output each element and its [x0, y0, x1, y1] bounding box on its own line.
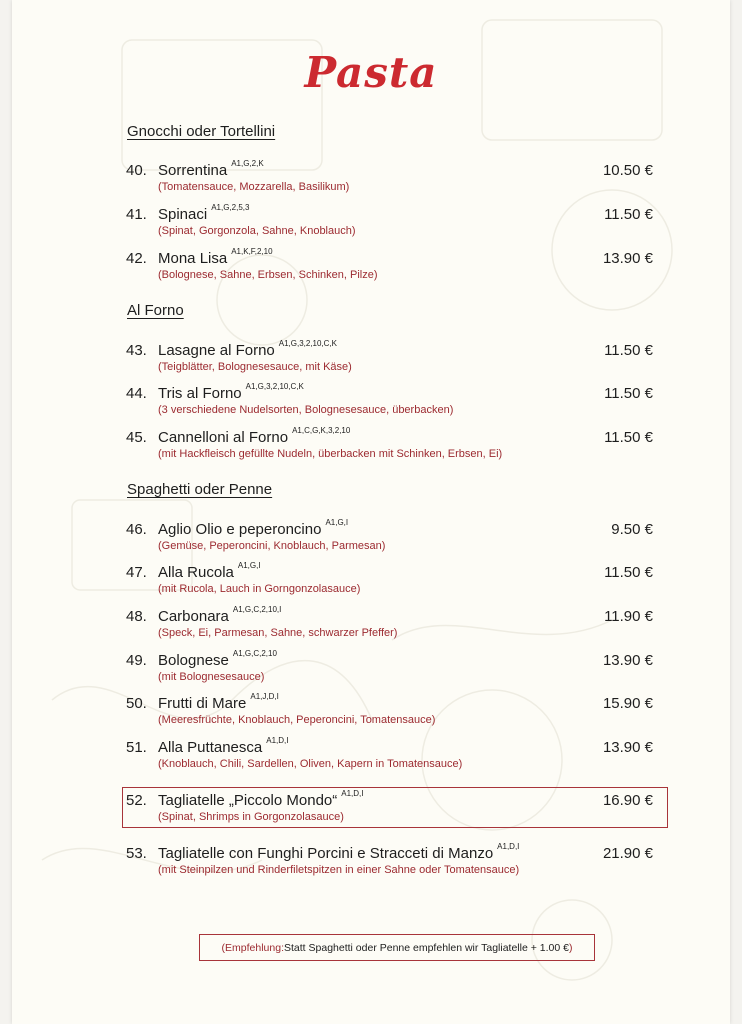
menu-item [123, 518, 663, 561]
item-number: 44. [126, 385, 147, 402]
item-number: 43. [126, 342, 147, 359]
item-description: (Gemüse, Peperoncini, Knoblauch, Parmesan) [158, 540, 386, 552]
item-name [158, 203, 250, 223]
allergen-codes: A1,G,2,5,3 [211, 203, 250, 212]
item-price: 11.50 € [604, 206, 653, 223]
item-name [158, 426, 351, 446]
allergen-codes: A1,G,2,K [231, 159, 264, 168]
item-name-text: Alla Rucola [158, 564, 234, 581]
note-close-paren: ) [568, 941, 573, 954]
item-name [158, 159, 264, 179]
item-name-text: Tris al Forno [158, 385, 242, 402]
menu-item [123, 736, 663, 779]
menu-item [123, 842, 663, 885]
item-description: (Spinat, Gorgonzola, Sahne, Knoblauch) [158, 225, 356, 237]
item-name-text: Mona Lisa [158, 250, 228, 267]
section-heading-gnocchi: Gnocchi oder Tortellini [127, 123, 276, 140]
item-number: 49. [126, 652, 147, 669]
item-name [158, 247, 273, 267]
allergen-codes: A1,D,I [341, 789, 364, 798]
item-description: (Meeresfrüchte, Knoblauch, Peperoncini, Tomatensauce) [158, 714, 436, 726]
item-price: 13.90 € [602, 652, 653, 669]
item-number: 47. [126, 564, 147, 581]
allergen-codes: A1,D,I [266, 736, 289, 745]
item-name-text: Spinaci [158, 206, 208, 223]
menu-item [123, 203, 663, 246]
allergen-codes: A1,C,G,K,3,2,10 [292, 426, 351, 435]
item-price: 13.90 € [602, 250, 653, 267]
menu-page [12, 0, 730, 1024]
menu-item [123, 339, 663, 382]
item-description: (mit Bolognesesauce) [158, 671, 265, 683]
item-name [158, 649, 277, 669]
note-open-paren: ( [221, 941, 226, 954]
allergen-codes: A1,J,D,I [250, 692, 279, 701]
allergen-codes: A1,G,3,2,10,C,K [278, 339, 338, 348]
item-name [158, 692, 279, 712]
item-number: 51. [126, 739, 147, 756]
item-number: 45. [126, 429, 147, 446]
menu-item [123, 649, 663, 692]
item-number: 46. [126, 521, 147, 538]
menu-item [123, 561, 663, 604]
section-heading-spaghetti: Spaghetti oder Penne [127, 481, 273, 498]
item-name-text: Tagliatelle con Funghi Porcini e Stracceti di Manzo [158, 845, 494, 862]
section-heading-al-forno: Al Forno [127, 302, 184, 319]
item-name [158, 605, 282, 625]
item-description: (Bolognese, Sahne, Erbsen, Schinken, Pilze) [158, 269, 378, 281]
item-price: 11.50 € [604, 342, 653, 359]
allergen-codes: A1,K,F,2,10 [231, 247, 273, 256]
item-name [158, 736, 289, 756]
item-price: 16.90 € [602, 792, 653, 809]
item-price: 11.50 € [604, 564, 653, 581]
allergen-codes: A1,G,I [237, 561, 261, 570]
item-number: 50. [126, 695, 147, 712]
item-price: 11.50 € [604, 385, 653, 402]
item-price: 9.50 € [611, 521, 653, 538]
item-description: (Spinat, Shrimps in Gorgonzolasauce) [158, 811, 344, 823]
item-number: 48. [126, 608, 147, 625]
item-name-text: Sorrentina [158, 162, 228, 179]
item-number: 41. [126, 206, 147, 223]
menu-item [123, 605, 663, 648]
allergen-codes: A1,G,3,2,10,C,K [245, 382, 304, 391]
allergen-codes: A1,G,C,2,10 [232, 649, 277, 658]
item-description: (3 verschiedene Nudelsorten, Bolognesesauce, überbacken) [158, 404, 454, 416]
menu-item [123, 382, 663, 425]
menu-item [123, 426, 663, 469]
item-name-text: Bolognese [158, 652, 229, 669]
item-name-text: Tagliatelle „Piccolo Mondo“ [158, 792, 338, 809]
allergen-codes: A1,D,I [497, 842, 520, 851]
item-price: 13.90 € [602, 739, 653, 756]
item-number: 53. [126, 845, 147, 862]
item-description: (mit Hackfleisch gefüllte Nudeln, überbacken mit Schinken, Erbsen, Ei) [158, 448, 503, 460]
note-label: Empfehlung: [225, 941, 284, 954]
item-name-text: Lasagne al Forno [158, 342, 275, 359]
item-description: (Teigblätter, Bolognesesauce, mit Käse) [158, 361, 352, 373]
item-description: (mit Rucola, Lauch in Gorngonzolasauce) [158, 583, 361, 595]
page-title: Pasta [304, 48, 438, 97]
item-description: (mit Steinpilzen und Rinderfiletspitzen in einer Sahne oder Tomatensauce) [158, 864, 520, 876]
item-name [158, 789, 364, 809]
item-number: 40. [126, 162, 147, 179]
item-price: 21.90 € [602, 845, 653, 862]
note-text: Statt Spaghetti oder Penne empfehlen wir Tagliatelle + 1.00 € [284, 941, 569, 954]
item-name [158, 842, 520, 862]
item-description: (Knoblauch, Chili, Sardellen, Oliven, Kapern in Tomatensauce) [158, 758, 463, 770]
menu-item [123, 247, 663, 290]
menu-item [123, 692, 663, 735]
recommendation-note [199, 934, 595, 961]
item-name [158, 382, 304, 402]
item-name [158, 561, 261, 581]
item-price: 15.90 € [602, 695, 653, 712]
item-number: 52. [126, 792, 147, 809]
item-name-text: Aglio Olio e peperoncino [158, 521, 322, 538]
item-price: 11.50 € [604, 429, 653, 446]
menu-item-highlighted [123, 789, 663, 832]
item-name-text: Carbonara [158, 608, 229, 625]
item-description: (Speck, Ei, Parmesan, Sahne, schwarzer Pfeffer) [158, 627, 398, 639]
item-name-text: Alla Puttanesca [158, 739, 263, 756]
menu-item [123, 159, 663, 202]
item-price: 11.90 € [604, 608, 653, 625]
allergen-codes: A1,G,C,2,10,I [232, 605, 282, 614]
item-name-text: Frutti di Mare [158, 695, 247, 712]
item-number: 42. [126, 250, 147, 267]
item-price: 10.50 € [602, 162, 653, 179]
item-name-text: Cannelloni al Forno [158, 429, 289, 446]
allergen-codes: A1,G,I [325, 518, 349, 527]
item-name [158, 518, 349, 538]
item-name [158, 339, 338, 359]
item-description: (Tomatensauce, Mozzarella, Basilikum) [158, 181, 350, 193]
